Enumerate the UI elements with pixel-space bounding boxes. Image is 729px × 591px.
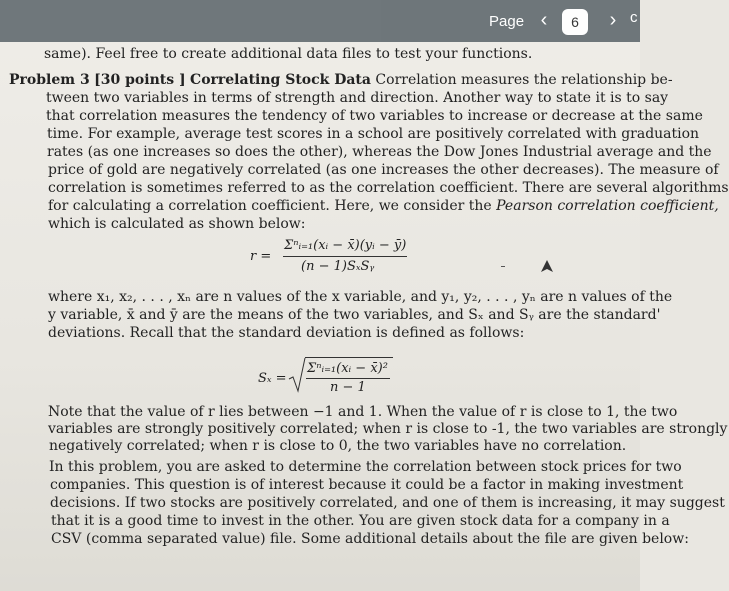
problem-points: [30 points ] [94, 72, 186, 88]
text-line: decisions. If two stocks are positively correlated, and one of them is increasing, it may suggest [50, 495, 725, 511]
formula-r-lhs: r = [250, 249, 272, 264]
formula-r-denominator: (n − 1)SₓSᵧ [301, 259, 375, 274]
prev-page-icon[interactable]: ‹ [540, 9, 548, 31]
formula-s-denominator: n − 1 [330, 380, 366, 395]
text-line: same). Feel free to create additional data files to test your functions. [44, 46, 533, 62]
problem-title: Problem 3 [9, 72, 90, 88]
current-page-indicator[interactable]: 6 [562, 9, 588, 35]
text-line: Correlation measures the relationship be- [375, 72, 673, 88]
fraction-bar [306, 378, 390, 379]
mouse-cursor-icon [540, 259, 554, 273]
text-line: which is calculated as shown below: [48, 216, 306, 232]
text-span: for calculating a correlation coefficient. Here, we consider the [48, 198, 492, 214]
sqrt-bar [305, 357, 393, 358]
problem-heading-line [9, 72, 673, 88]
text-line: price of gold are negatively correlated (as one increases the other decreases). The measure of [48, 162, 719, 178]
sqrt-sign [288, 357, 306, 393]
formula-s-numerator: Σⁿᵢ₌₁(xᵢ − x̄)² [307, 361, 388, 376]
text-line: time. For example, average test scores in a school are positively correlated with graduation [47, 126, 700, 142]
text-line: that correlation measures the tendency of two variables to increase or decrease at the same [46, 108, 703, 124]
text-line: correlation is sometimes referred to as the correlation coefficient. There are several algorithms [48, 180, 729, 196]
text-line: negatively correlated; when r is close to 0, the two variables have no correlation. [49, 438, 627, 454]
dash-mark [501, 266, 505, 267]
problem-heading: Correlating Stock Data [190, 72, 371, 88]
text-line: Note that the value of r lies between −1 and 1. When the value of r is close to 1, the two [48, 404, 678, 420]
toolbar-overflow-text: c [630, 9, 638, 26]
text-line [48, 198, 719, 214]
text-line: variables are strongly positively correlated; when r is close to -1, the two variables are strongly [48, 421, 728, 437]
text-line: CSV (comma separated value) file. Some additional details about the file are given below: [51, 531, 689, 547]
text-line: y variable, x̄ and ȳ are the means of the two variables, and Sₓ and Sᵧ are the standard' [48, 307, 661, 323]
next-page-icon[interactable]: › [609, 9, 617, 31]
text-line: that it is a good time to invest in the other. You are given stock data for a company in a [51, 513, 670, 529]
text-line: companies. This question is of interest because it could be a factor in making investment [50, 477, 684, 493]
text-line: In this problem, you are asked to determine the correlation between stock prices for two [49, 459, 682, 475]
formula-r-numerator: Σⁿᵢ₌₁(xᵢ − x̄)(yᵢ − ȳ) [284, 238, 407, 253]
page-toolbar [0, 0, 640, 42]
text-line: tween two variables in terms of strength and direction. Another way to state it is to say [46, 90, 669, 106]
fraction-bar [283, 256, 407, 257]
formula-s-lhs: Sₓ = [258, 371, 287, 386]
pearson-term: Pearson correlation coefficient, [496, 198, 719, 214]
text-line: deviations. Recall that the standard deviation is defined as follows: [48, 325, 525, 341]
text-line: rates (as one increases so does the other), whereas the Dow Jones Industrial average and the [47, 144, 712, 160]
text-line: where x₁, x₂, . . . , xₙ are n values of the x variable, and y₁, y₂, . . . , yₙ are n values of the [48, 289, 673, 305]
page-label: Page [489, 13, 525, 30]
